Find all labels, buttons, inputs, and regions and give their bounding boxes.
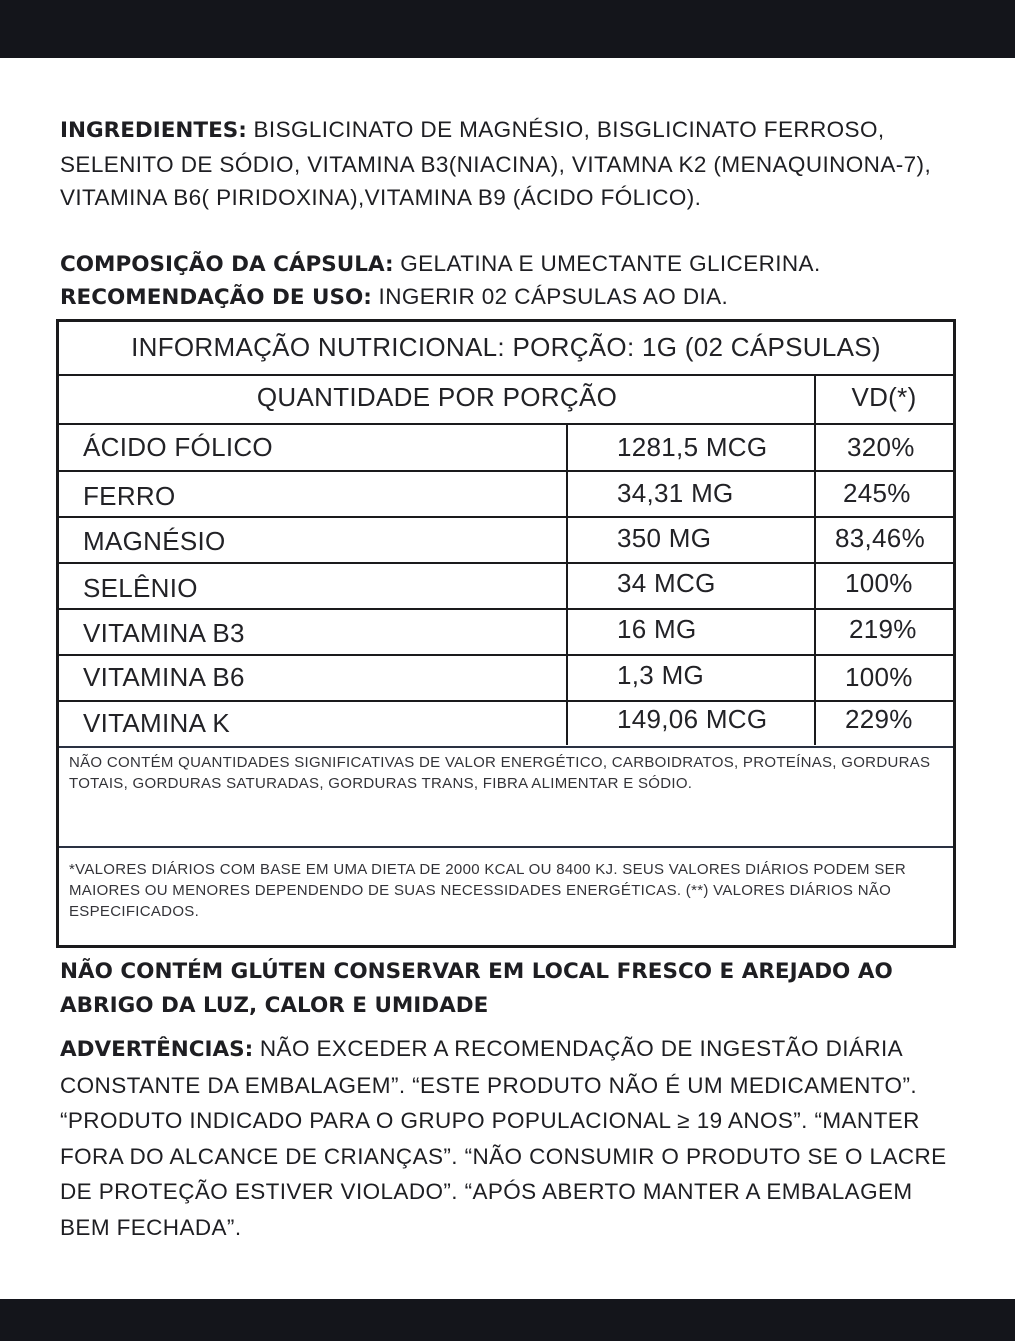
amount-column-divider [566,700,568,745]
nutrient-amount: 34 MCG [617,568,716,598]
nutrient-amount: 149,06 MCG [617,704,768,734]
recommendation-text: INGERIR 02 CÁPSULAS AO DIA. [371,284,729,309]
ingredients-heading: INGREDIENTES: [60,118,247,143]
daily-values-note: *VALORES DIÁRIOS COM BASE EM UMA DIETA DE 2000 KCAL OU 8400 KJ. SEUS VALORES DIÁRIOS PODEM SER MAIORES OU MENORES DEPENDENDO DE SUAS NECESSIDADES ENERGÉTICAS. (**) VALORES DIÁRIOS NÃO ESPECIFICADOS. [69,861,907,920]
vd-column-divider [814,700,816,745]
capsule-heading: COMPOSIÇÃO DA CÁPSULA: [60,252,394,277]
warnings-text [60,1031,960,1246]
ingredients-list: BISGLICINATO DE MAGNÉSIO, BISGLICINATO FERROSO, SELENITO DE SÓDIO, VITAMINA B3(NIACINA), VITAMNA K2 (MENAQUINONA-7), VITAMINA B6( PIRIDOXINA),VITAMINA B9 (ÁCIDO FÓLICO). [60,117,932,210]
notes-divider [59,846,953,848]
insignificant-amounts-note: NÃO CONTÉM QUANTIDADES SIGNIFICATIVAS DE VALOR ENERGÉTICO, CARBOIDRATOS, PROTEÍNAS, GORDURAS TOTAIS, GORDURAS SATURADAS, GORDURAS TRANS, FIBRA ALIMENTAR E SÓDIO. [69,754,931,792]
row-divider [59,516,953,518]
nutrient-amount: 34,31 MG [617,478,734,508]
nutrient-name: ÁCIDO FÓLICO [83,432,273,462]
nutrient-amount: 350 MG [617,523,712,553]
capsule-text: GELATINA E UMECTANTE GLICERINA. [393,251,821,276]
nutrient-name: SELÊNIO [83,573,198,603]
nutrient-vd: 83,46% [835,523,925,553]
nutrient-vd: 100% [845,568,913,598]
nutrient-name: VITAMINA K [83,708,230,738]
row-divider [59,608,953,610]
table-title: INFORMAÇÃO NUTRICIONAL: PORÇÃO: 1G (02 CÁPSULAS) [131,332,881,362]
row-divider [59,562,953,564]
ingredients-text [60,113,960,215]
quantity-header: QUANTIDADE POR PORÇÃO [256,382,618,412]
nutrient-vd: 100% [845,662,913,692]
nutrition-facts-table [56,319,956,948]
top-dark-band [0,0,1015,58]
nutrient-vd: 320% [847,432,915,462]
warnings-heading: ADVERTÊNCIAS: [60,1037,254,1062]
usage-recommendation [60,280,960,315]
nutrient-name: VITAMINA B3 [83,618,245,648]
nutrient-name: MAGNÉSIO [83,526,226,556]
nutrient-amount: 16 MG [617,614,697,644]
nutrient-name: VITAMINA B6 [83,662,245,692]
nutrient-vd: 219% [849,614,917,644]
row-divider [59,470,953,472]
nutrient-name: FERRO [83,481,176,511]
gluten-storage-notice: NÃO CONTÉM GLÚTEN CONSERVAR EM LOCAL FRESCO E AREJADO AO ABRIGO DA LUZ, CALOR E UMIDADE [60,959,893,1018]
nutrient-vd: 245% [843,478,911,508]
bottom-dark-band [0,1299,1015,1341]
table-divider [59,374,953,376]
nutrient-amount: 1281,5 MCG [617,432,768,462]
vd-header: VD(*) [851,382,917,412]
nutrient-vd: 229% [845,704,913,734]
notes-divider [59,746,953,748]
row-divider [59,700,953,702]
recommendation-heading: RECOMENDAÇÃO DE USO: [60,285,372,310]
table-divider [59,423,953,425]
nutrient-amount: 1,3 MG [617,660,705,690]
capsule-composition [60,247,960,282]
row-divider [59,654,953,656]
warnings-body: NÃO EXCEDER A RECOMENDAÇÃO DE INGESTÃO DIÁRIA CONSTANTE DA EMBALAGEM”. “ESTE PRODUTO NÃO É UM MEDICAMENTO”. “PRODUTO INDICADO PARA O GRUPO POPULACIONAL ≥ 19 ANOS”. “MANTER FORA DO ALCANCE DE CRIANÇAS”. “NÃO CONSUMIR O PRODUTO SE O LACRE DE PROTEÇÃO ESTIVER VIOLADO”. “APÓS ABERTO MANTER A EMBALAGEM BEM FECHADA”. [60,1036,947,1240]
